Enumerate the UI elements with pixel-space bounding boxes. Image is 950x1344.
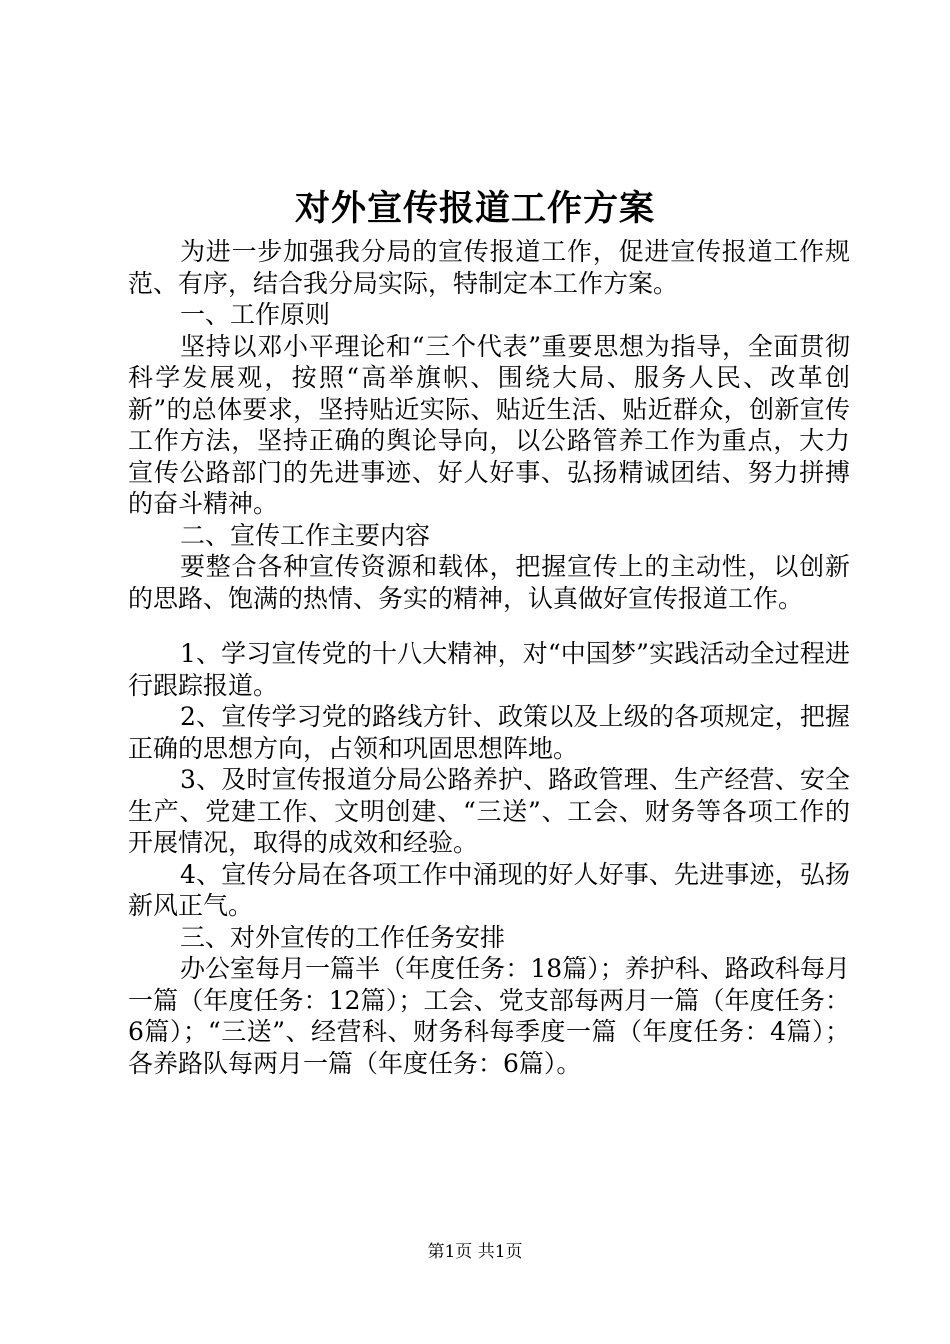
document-body <box>128 236 850 1079</box>
section-1-heading: 一、工作原则 <box>180 300 331 329</box>
list-item-2: 2、宣传学习党的路线方针、政策以及上级的各项规定，把握正确的思想方向，占领和巩固思想阵地。 <box>128 702 850 763</box>
section-3-paragraph: 办公室每月一篇半（年度任务：18篇）；养护科、路政科每月一篇（年度任务：12篇）；工会、党支部每两月一篇（年度任务：6篇）；“三送”、经营科、财务科每季度一篇（年度任务：4篇）；各养路队每两月一篇（年度任务：6篇）。 <box>128 954 850 1078</box>
section-1-paragraph: 坚持以邓小平理论和“三个代表”重要思想为指导，全面贯彻科学发展观，按照“高举旗帜、围绕大局、服务人民、改革创新”的总体要求，坚持贴近实际、贴近生活、贴近群众，创新宣传工作方法，坚持正确的舆论导向，以公路管养工作为重点，大力宣传公路部门的先进事迹、好人好事、弘扬精诚团结、努力拼搏的奋斗精神。 <box>128 331 850 518</box>
page-footer: 第1页 共1页 <box>427 1242 523 1262</box>
list-item-3: 3、及时宣传报道分局公路养护、路政管理、生产经营、安全生产、党建工作、文明创建、“三送”、工会、财务等各项工作的开展情况，取得的成效和经验。 <box>128 765 850 857</box>
intro-paragraph: 为进一步加强我分局的宣传报道工作，促进宣传报道工作规范、有序，结合我分局实际，特制定本工作方案。 <box>128 237 850 298</box>
section-2-heading: 二、宣传工作主要内容 <box>180 520 431 550</box>
list-item-1: 1、学习宣传党的十八大精神，对“中国梦”实践活动全过程进行跟踪报道。 <box>128 639 850 700</box>
document-title: 对外宣传报道工作方案 <box>294 188 655 229</box>
list-item-4: 4、宣传分局在各项工作中涌现的好人好事、先进事迹，弘扬新风正气。 <box>128 859 850 920</box>
section-3-heading: 三、对外宣传的工作任务安排 <box>180 922 506 952</box>
section-2-paragraph: 要整合各种宣传资源和载体，把握宣传上的主动性，以创新的思路、饱满的热情、务实的精神，认真做好宣传报道工作。 <box>128 552 850 613</box>
paragraph-gap <box>128 614 850 638</box>
